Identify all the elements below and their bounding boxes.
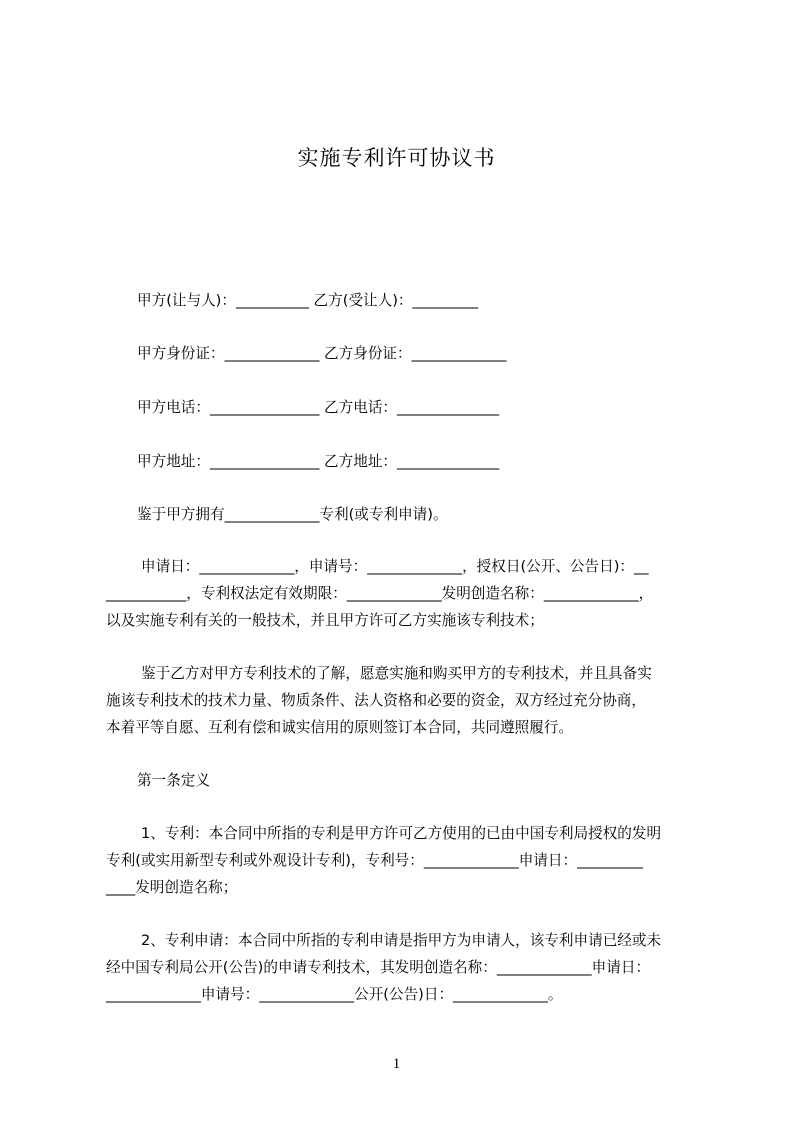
definition-2-line-1: 2、专利申请：本合同中所指的专利申请是指甲方为申请人，该专利申请已经或未	[141, 932, 662, 949]
recital-line-2: 施该专利技术的技术力量、物质条件、法人资格和必要的资金，双方经过充分协商，	[106, 692, 646, 709]
application-info-line-3: 以及实施专利有关的一般技术，并且甲方许可乙方实施该专利技术；	[106, 612, 544, 629]
party-a-b-names: 甲方(让与人)：__________ 乙方(受让人)：_________	[137, 292, 479, 309]
party-addresses: 甲方地址：_______________ 乙方地址：______________	[137, 453, 500, 470]
patent-ownership-line: 鉴于甲方拥有_____________专利(或专利申请)。	[137, 506, 448, 523]
definition-1-line-1: 1、专利：本合同中所指的专利是甲方许可乙方使用的已由中国专利局授权的发明	[141, 825, 662, 842]
document-title: 实施专利许可协议书	[297, 146, 496, 170]
application-info-line-2: ___________，专利权法定有效期限：_____________发明创造名称：_____________，	[106, 585, 654, 602]
definition-1-line-3: ____发明创造名称；	[106, 879, 238, 896]
recital-line-1: 鉴于乙方对甲方专利技术的了解，愿意实施和购买甲方的专利技术，并且具备实	[141, 665, 652, 682]
recital-line-3: 本着平等自愿、互利有偿和诚实信用的原则签订本合同，共同遵照履行。	[106, 719, 574, 736]
application-info-line-1: 申请日：_____________，申请号：_____________，授权日(公开、公告日)：__	[141, 558, 649, 575]
definition-2-line-3: _____________申请号：_____________公开(公告)日：_____________。	[106, 986, 563, 1003]
party-phones: 甲方电话：_______________ 乙方电话：______________	[137, 399, 500, 416]
party-id-numbers: 甲方身份证：_____________ 乙方身份证：_____________	[137, 345, 507, 362]
definition-1-line-2: 专利(或实用新型专利或外观设计专利)，专利号：_____________申请日：_________	[106, 852, 643, 869]
page-number: 1	[392, 1056, 401, 1072]
definition-2-line-2: 经中国专利局公开(公告)的申请专利技术，其发明创造名称：_____________申请日：	[106, 959, 651, 976]
article-1-heading: 第一条定义	[137, 772, 210, 789]
